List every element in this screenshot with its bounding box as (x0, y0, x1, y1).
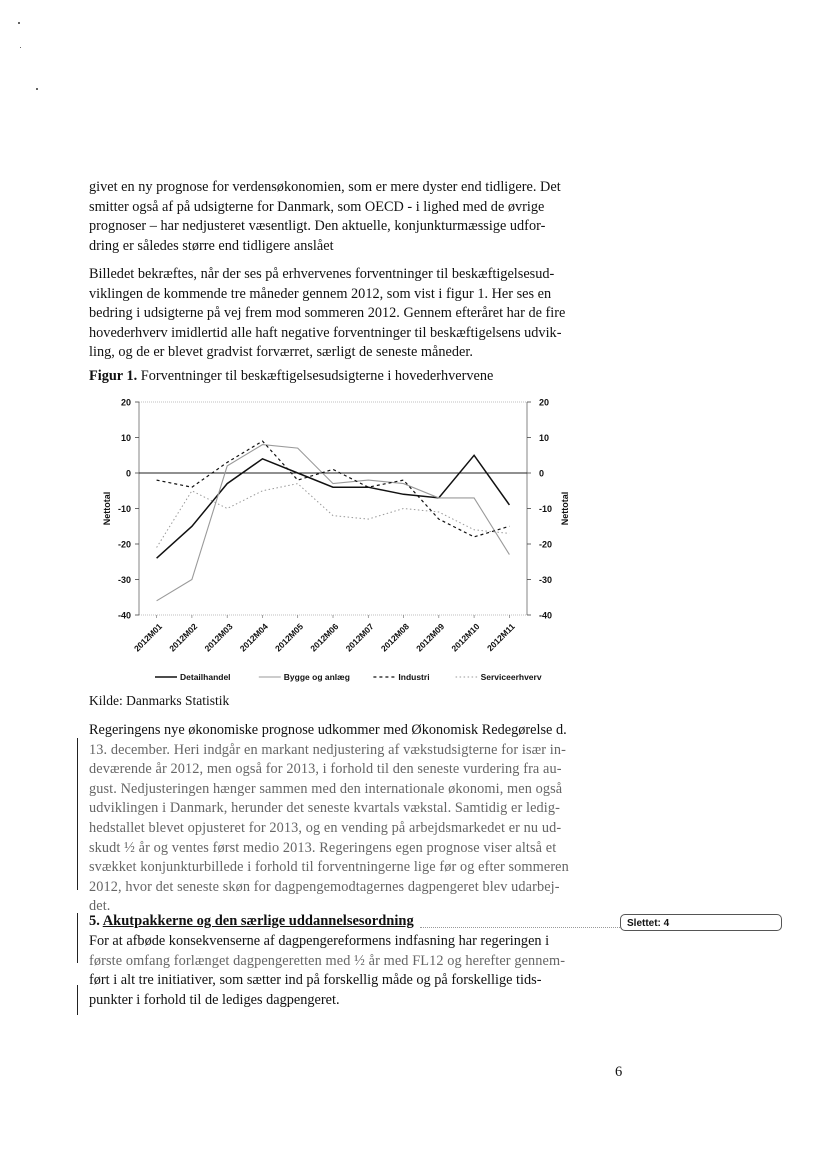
x-tick-label: 2012M06 (308, 621, 341, 654)
y-tick-label-right: 20 (539, 397, 550, 408)
section-number: 5. (89, 913, 100, 929)
y-tick-label-right: -40 (539, 610, 553, 621)
comment-connector (420, 927, 620, 928)
y-tick-label-left: -20 (117, 539, 131, 550)
y-tick-label-right: -10 (539, 504, 553, 514)
figure-caption-text: Forventninger til beskæftigelsesudsigterne i hovederhvervene (140, 368, 494, 384)
y-tick-label-left: 20 (120, 397, 131, 408)
y-tick-label-right: 0 (539, 468, 545, 479)
text-line: For at afbøde konsekvenserne af dagpengereformens indfasning har regeringen i (89, 933, 550, 949)
text-line: hovederhverv imidlertid alle haft negative forventninger til beskæftigelsens udvik- (89, 324, 562, 341)
change-bar (77, 913, 78, 963)
x-tick-label: 2012M02 (167, 621, 200, 654)
text-line: bedring i udsigterne på vej frem mod sommeren 2012. Gennem efteråret har de fire (89, 305, 566, 322)
figure-caption (89, 368, 493, 385)
section-title: Akutpakkerne og den særlige uddannelsesordning (102, 913, 414, 929)
text-line: dring er således større end tidligere anslået (89, 237, 334, 254)
text-line: Regeringens nye økonomiske prognose udkommer med Økonomisk Redegørelse d. (89, 722, 567, 738)
x-tick-label: 2012M05 (273, 621, 306, 654)
scan-artifact (36, 88, 38, 90)
text-line: deværende år 2012, men også for 2013, i forhold til den seneste vurdering fra au- (89, 761, 562, 778)
text-line: viklingen de kommende tre måneder gennem 2012, som vist i figur 1. Her ses en (89, 285, 552, 302)
legend-label: Serviceerhverv (480, 672, 542, 682)
tracked-change-comment[interactable]: Slettet: 4 (620, 914, 782, 931)
figure-label: Figur 1. (89, 368, 138, 384)
text-line: det. (89, 898, 111, 915)
x-tick-label: 2012M11 (484, 621, 517, 654)
y-tick-label-left: -10 (117, 504, 131, 514)
change-bar (77, 985, 78, 1015)
text-line: skudt ½ år og ventes først medio 2013. Regeringens egen prognose viser altså et (89, 839, 557, 856)
paragraph-2 (89, 265, 579, 363)
x-tick-label: 2012M03 (202, 621, 235, 654)
x-tick-label: 2012M01 (131, 621, 165, 654)
y-axis-title-left: Nettotal (102, 491, 112, 526)
text-line: punkter i forhold til de lediges dagpengeret. (89, 991, 340, 1008)
series-line-detailhandel (157, 455, 510, 558)
text-line: svækket konjunkturbillede i forhold til forventningerne lige før og efter sommeren (89, 859, 569, 876)
y-tick-label-left: -30 (117, 575, 131, 585)
figure-source: Kilde: Danmarks Statistik (89, 693, 230, 708)
x-tick-label: 2012M07 (343, 621, 376, 654)
text-line: hedstallet blevet opjusteret for 2013, og en vending på arbejdsmarkedet er nu ud- (89, 819, 562, 836)
text-line: Billedet bekræftes, når der ses på erhvervenes forventninger til beskæftigelsesud- (89, 266, 555, 282)
paragraph-1 (89, 178, 579, 256)
text-line: smitter også af på udsigterne for Danmark, som OECD - i lighed med de øvrige (89, 198, 545, 215)
paragraph-4 (89, 932, 579, 1010)
scan-artifact (18, 22, 20, 24)
paragraph-3 (89, 721, 579, 917)
x-tick-label: 2012M10 (449, 621, 482, 654)
change-bar (77, 738, 78, 890)
x-tick-label: 2012M09 (414, 621, 447, 654)
legend-label: Bygge og anlæg (283, 672, 350, 682)
y-tick-label-right: 10 (539, 433, 550, 443)
y-tick-label-left: -40 (117, 610, 131, 621)
x-tick-label: 2012M04 (237, 621, 270, 654)
text-line: udviklingen i Danmark, herunder det seneste kvartals vækstal. Samtidig er ledig- (89, 800, 560, 817)
text-line: gust. Nedjusteringen hænger sammen med den internationale økonomi, men også (89, 780, 563, 797)
text-line: prognoser – har nedjusteret væsentligt. Den aktuelle, konjunkturmæssige udfor- (89, 218, 546, 235)
series-line-industri (157, 441, 510, 537)
text-line: ling, og de er blevet gradvist forværret, særligt de seneste måneder. (89, 344, 473, 361)
text-line: 2012, hvor det seneste skøn for dagpengemodtagernes dagpengeret blev udarbej- (89, 878, 560, 895)
series-line-serviceerhverv (157, 484, 510, 548)
y-tick-label-left: 10 (120, 433, 131, 443)
section-heading (89, 913, 414, 930)
page-number: 6 (615, 1064, 623, 1080)
text-line: givet en ny prognose for verdensøkonomien, som er mere dyster end tidligere. Det (89, 179, 561, 195)
series-line-bygge-og-anlæg (157, 445, 510, 601)
text-line: første omfang forlænget dagpengeretten med ½ år med FL12 og herefter gennem- (89, 952, 566, 969)
text-line: ført i alt tre initiativer, som sætter ind på forskellig måde og på forskellige tids- (89, 972, 542, 989)
y-axis-title-right: Nettotal (560, 491, 570, 526)
legend-label: Industri (398, 672, 430, 682)
legend-label: Detailhandel (180, 672, 231, 682)
y-tick-label-left: 0 (125, 468, 131, 479)
y-tick-label-right: -30 (539, 575, 553, 585)
text-line: 13. december. Heri indgår en markant nedjustering af vækstudsigterne for især in- (89, 741, 566, 758)
y-tick-label-right: -20 (539, 539, 553, 550)
scan-artifact (20, 47, 21, 48)
x-tick-label: 2012M08 (378, 621, 411, 654)
